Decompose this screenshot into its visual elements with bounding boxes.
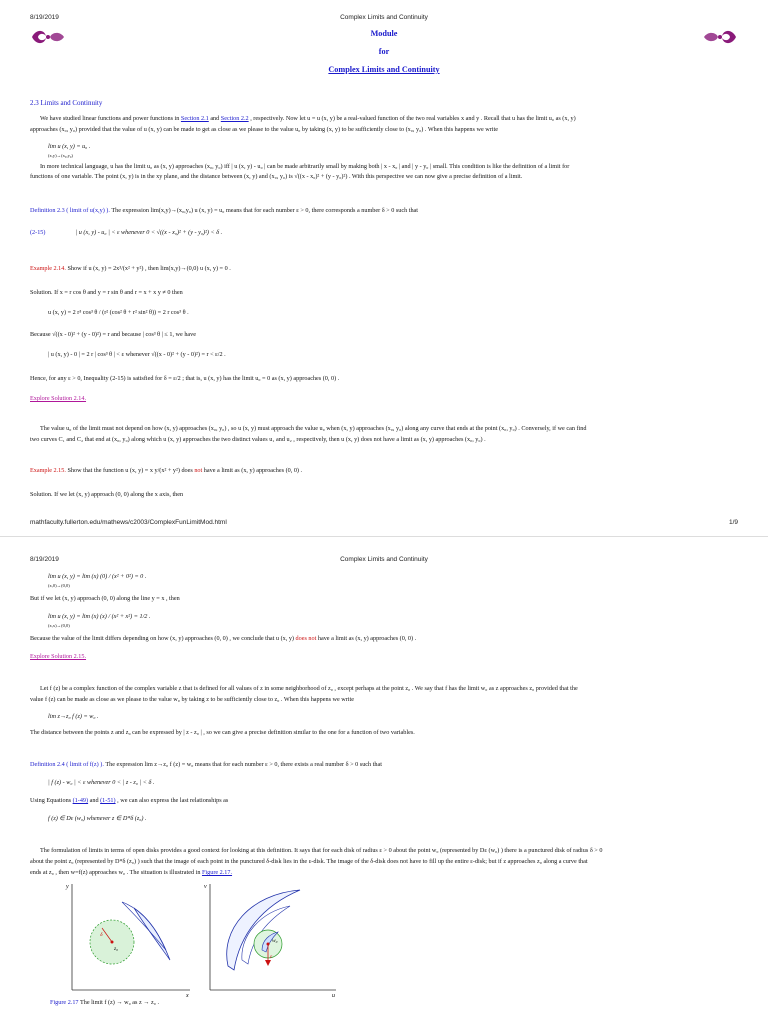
label-z0: z₀ (114, 946, 119, 952)
paragraph-1b: approaches (x₀, y₀) provided that the value of u (x, y) can be made to get as close as we please to the value u₀ by taking (x, y) to be sufficiently close to (x₀, y₀) . When this happens we write (30, 126, 498, 133)
equation-x-axis: lim u (x, y) = lim (x) (0) / (x² + 0²) = 0 . (x,0)→(0,0) (48, 573, 147, 589)
solution-2-14-e: Hence, for any ε > 0, Inequality (2-15) is satisfied for δ = ε/2 ; that is, u (x, y) has the limit u₀ = 0 as (x, y) approaches (0, 0) . (30, 375, 340, 382)
link-section-2-1[interactable]: Section 2.1 (180, 115, 209, 122)
header2-date: 8/19/2019 (30, 556, 59, 563)
axis-label-u: u (332, 993, 335, 998)
equation-1: lim u (x, y) = u₀ . (x,y)→(x₀,y₀) (48, 143, 91, 159)
link-eq-1-49[interactable]: (1-49) (72, 797, 89, 804)
solution-2-14-c: Because √((x - 0)² + (y - 0)²) = r and because | cos³ θ | ≤ 1, we have (30, 331, 196, 338)
axis-label-x: x (186, 993, 189, 998)
explore-solution-2-14-link[interactable]: Explore Solution 2.14. (30, 395, 87, 402)
image-region-outer (227, 890, 300, 970)
solution-2-15-a: Solution. If we let (x, y) approach (0, 0) along the x axis, then (30, 491, 184, 498)
title-main: Complex Limits and Continuity (328, 65, 440, 74)
paragraph-2a: In more technical language, u has the limit u₀ as (x, y) approaches (x₀, y₀) iff | u (x, y) - u₀ | can be made arbitrarily small by making both | x - x₀ | and | y - y₀ | small. This condition is like the definition of a limit for (40, 163, 570, 170)
label-w0: w₀ (272, 938, 278, 944)
paragraph-6b: about the point z₀ (represented by D*δ (z₀) ) such that the image of each point in the punctured δ-disk lies in the ε-disk. The image of the δ-disk does not have to fill up the entire ε-disk; but if z approaches z₀ along a curve that (30, 858, 588, 865)
figure-z-plane (62, 880, 194, 998)
solution-2-14-a: Solution. If x = r cos θ and y = r sin θ and r = x + x y ≠ 0 then (30, 289, 183, 296)
footer-url: mathfaculty.fullerton.edu/mathews/c2003/ComplexFunLimitMod.html (30, 519, 227, 526)
solution-2-14-d: | u (x, y) - 0 | = 2 r | cos³ θ | < ε whenever √((x - 0)² + (y - 0)²) = r < ε/2 . (48, 351, 226, 358)
line-along-y-equals-x: But if we let (x, y) approach (0, 0) along the line y = x , then (30, 595, 180, 602)
axis-label-y: y (66, 884, 69, 890)
paragraph-6a: The formulation of limits in terms of open disks provides a good context for looking at this definition. It says that for each disk of radius ε > 0 about the point w₀ (represented by Dε (w₀) ) there is a punctured disk of radius δ > 0 (40, 847, 603, 854)
paragraph-2b: functions of one variable. The point (x, y) is in the xy plane, and the distance between (x, y) and (x₀, y₀) is √((x - x₀)² + (y - y₀)²) . With this perspective we can now give a precise definition of a limit. (30, 173, 523, 180)
figure-caption: Figure 2.17 The limit f (z) → w₀ as z → z₀ . (50, 999, 160, 1006)
conclusion-2-15: Because the value of the limit differs depending on how (x, y) approaches (0, 0) , we conclude that u (x, y) does not have a limit as (x, y) approaches (0, 0) . (30, 635, 417, 642)
header-title: Complex Limits and Continuity (340, 14, 428, 21)
using-equations: Using Equations (1-49) and (1-51) , we can also express the last relationships as (30, 797, 229, 804)
equation-2-15: (2-15) | u (x, y) - u₀ | < ε whenever 0 < √((x - x₀)² + (y - y₀)²) < δ . (30, 229, 223, 236)
definition-2-4-equation: | f (z) - w₀ | < ε whenever 0 < | z - z₀ | < δ . (48, 779, 155, 786)
solution-2-14-b: u (x, y) = 2 r³ cos³ θ / (r² (cos² θ + r² sin² θ)) = 2 r cos³ θ . (48, 309, 189, 316)
figure-w-plane (200, 880, 340, 998)
link-figure-2-17[interactable]: Figure 2.17. (201, 869, 233, 876)
footer-page: 1/9 (728, 519, 738, 526)
paragraph-4b: value f (z) can be made as close as we please to the value w₀ by taking z to be sufficiently close to z₀ . When this happens we write (30, 696, 355, 703)
example-2-15: Example 2.15. Show that the function u (x, y) = x y/(x² + y²) does not have a limit as (x, y) approaches (0, 0) . (30, 467, 303, 474)
paragraph-1a: We have studied linear functions and power functions in Section 2.1 and Section 2.2 , respectively. Now let u = u (x, y) be a real-valued function of the two real variables x and y . Recall that u has the limit u₀ as (x, y) (40, 115, 576, 122)
definition-2-4: Definition 2.4 ( limit of f(z) ). The expression lim z→z₀ f (z) = w₀ means that for each number ε > 0, there exists a real number δ > 0 such that (30, 761, 382, 768)
paragraph-3a: The value u₀ of the limit must not depend on how (x, y) approaches (x₀, y₀) , so u (x, y) must approach the value u₀ when (x, y) approaches (x₀, y₀) along any curve that ends at the point (x₀, y₀) . Conversely, if we can find (40, 425, 587, 432)
link-section-2-2[interactable]: Section 2.2 (220, 115, 249, 122)
link-eq-1-51[interactable]: (1-51) (100, 797, 116, 804)
label-epsilon: ε (270, 954, 273, 960)
title-for: for (378, 47, 390, 56)
axis-label-v: v (204, 884, 207, 890)
relationship-disks: f (z) ∈ Dε (w₀) whenever z ∈ D*δ (z₀) . (48, 815, 147, 822)
title-module: Module (370, 29, 398, 38)
label-delta: δ (100, 932, 103, 938)
paragraph-5: The distance between the points z and z₀ can be expressed by | z - z₀ | , so we can give a precise definition similar to the one for a function of two variables. (30, 729, 415, 736)
header-date: 8/19/2019 (30, 14, 59, 21)
equation-y-equals-x: lim u (x, y) = lim (x) (x) / (x² + x²) = 1/2 . (x,x)→(0,0) (48, 613, 151, 629)
page-divider (0, 536, 768, 537)
equation-limit-fz: lim z→z₀ f (z) = w₀ . (48, 713, 99, 720)
example-2-14: Example 2.14. Show if u (x, y) = 2x³/(x² + y²) , then lim(x,y)→(0,0) u (x, y) = 0 . (30, 265, 231, 272)
explore-solution-2-15-link[interactable]: Explore Solution 2.15. (30, 653, 87, 660)
definition-2-3: Definition 2.3 ( limit of u(x,y) ). The expression lim(x,y)→(x₀,y₀) u (x, y) = u₀ means that for each number ε > 0, there corresponds a number δ > 0 such that (30, 207, 419, 214)
section-heading: 2.3 Limits and Continuity (30, 99, 103, 107)
paragraph-6c: ends at z₀ , then w=f(z) approaches w₀ . The situation is illustrated in Figure 2.17. (30, 869, 233, 876)
paragraph-4a: Let f (z) be a complex function of the complex variable z that is defined for all values of z in some neighborhood of z₀ , except perhaps at the point z₀ . We say that f has the limit w₀ as z approaches z₀ provided that the (40, 685, 578, 692)
paragraph-3b: two curves C₁ and C₂ that end at (x₀, y₀) along which u (x, y) approaches the two distinct values u₁ and u₂ , respectively, then u (x, y) does not have a limit as (x, y) approaches (x₀, y₀) . (30, 436, 486, 443)
header2-title: Complex Limits and Continuity (340, 556, 428, 563)
